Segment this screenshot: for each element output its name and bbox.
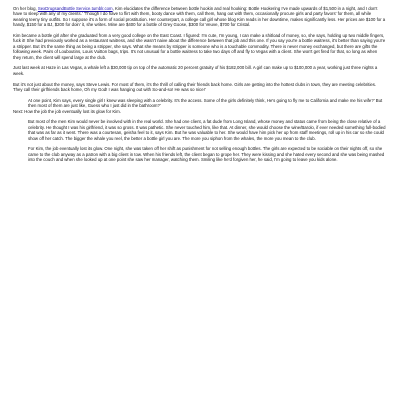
next-link-line[interactable]: Next: How the job the job eventually lost its glow for Kim. xyxy=(13,108,121,114)
paragraph-blog-intro xyxy=(13,6,386,28)
paragraph-not-about-money: But it's not just about the money, says Steve Lewis. For most of them, it's the thrill of calling their friends back home. Girls are getting into the hottest clubs in town, they are meeting celebrities. They call their girlfriends back home, Oh my God! I was hanging out with So-and-so! He was so nice!' xyxy=(13,81,377,93)
paragraph-became-bottle-girl: Kim became a bottle girl after she graduated from a very good college on the East Coast. I figured: I'm cute, I'm young, I can make a shitload of money, so, she says, holding up two middle fingers, fuck it! She had previously worked as a restaurant waitress, and she wasn't naive about the difference between that job and this one. If you say you're a bottle waitress, it's better than saying you're a stripper. But it's the same thing as being a stripper, she says. What she means by stripper is someone who is a touchable commodity. There is never money exchanged, but there are gifts the following week. Pairs of Louboutins, Louis Vuitton bags, trips. It's not unusual for a bottle waitress to take two days off and fly to Vegas with a client. She won't get fired for that, so long as when they return, the client will spend large at the club. xyxy=(13,33,386,60)
paragraph-vegas-tip: Just last week at Haze in Las Vegas, a whale left a $30,000 tip on top of the automatic 20 percent gratuity of his $182,000 bill. A girl can make up to $100,000 a year, working just three nights a week. xyxy=(13,65,378,76)
blog-link[interactable]: SexDrugsandBottle Service.tumblr.com xyxy=(37,6,113,11)
paragraph-whales: But most of the men Kim would never be involved with in the real world. She had one client, a fat dude from Long Island, whose money and status came from being the close relative of a celebrity. He thought I was his girlfriend, it was so gross. It was pathetic. She never touched him, like that. At dinner, she would choose the wine/Barolo, if ever needed something full-bodied that was as far as it went. There was a courtesan, geisha feel to it, says Kim. But he was valuable to her. She would have him pick her up from staff meetings, roll up in his car so she could show off her catch. The bigger the whale you reel, the better a bottle girl you are. The more you siphon from the whales, the more you mean to the club. xyxy=(28,119,386,141)
paragraph-text: , Kim elucidates the difference between bottle hookin and real hooking: Bottle Hookering I've made upwards of $1,500 in a night, and I don't have to sleep with any of my clients.' 'Though I do have to flirt with them, booty dance with them, call them, hang out with them, occasionally procure girls and party favors' for them, all while wearing teeny tiny outfits. So I suppose it's a form of social prostitution. Her counterpart, a college call girl whose blog Kim reads in her downtime, makes significantly less. Her prices are $100 for a handy, $150 for a BJ, $200 for doin' it, she writes. Mine are $400 for a bottle of Grey Goose, $300 for Veuve, $700 for Cristal. xyxy=(13,6,386,28)
paragraph-lost-glow: For Kim, the job eventually lost its glow. One night, she was taken off her shift as punishment for not selling enough bottles. The girls are expected to be sociable on their nights off, so she came to the club anyway as a patron with a big client in tow. When his friends left, the client began to grope her. They were kissing and she hated every second and she was being mashed into the couch and when she looked up at one point she saw her manager, watching them. Smiling like he'd forgiven her, he said, I'm going to leave you kids alone. xyxy=(28,146,385,163)
paragraph-celebrity-access: At one point, Kim says, every single girl I knew was sleeping with a celebrity. It's the access. Some of the girls definitely think, He's going to fly me to California and make me his wife?' But then most of them are just like, Guess who I just did in the bathroom?' xyxy=(28,97,383,109)
paragraph-text: On her blog, xyxy=(13,6,38,11)
